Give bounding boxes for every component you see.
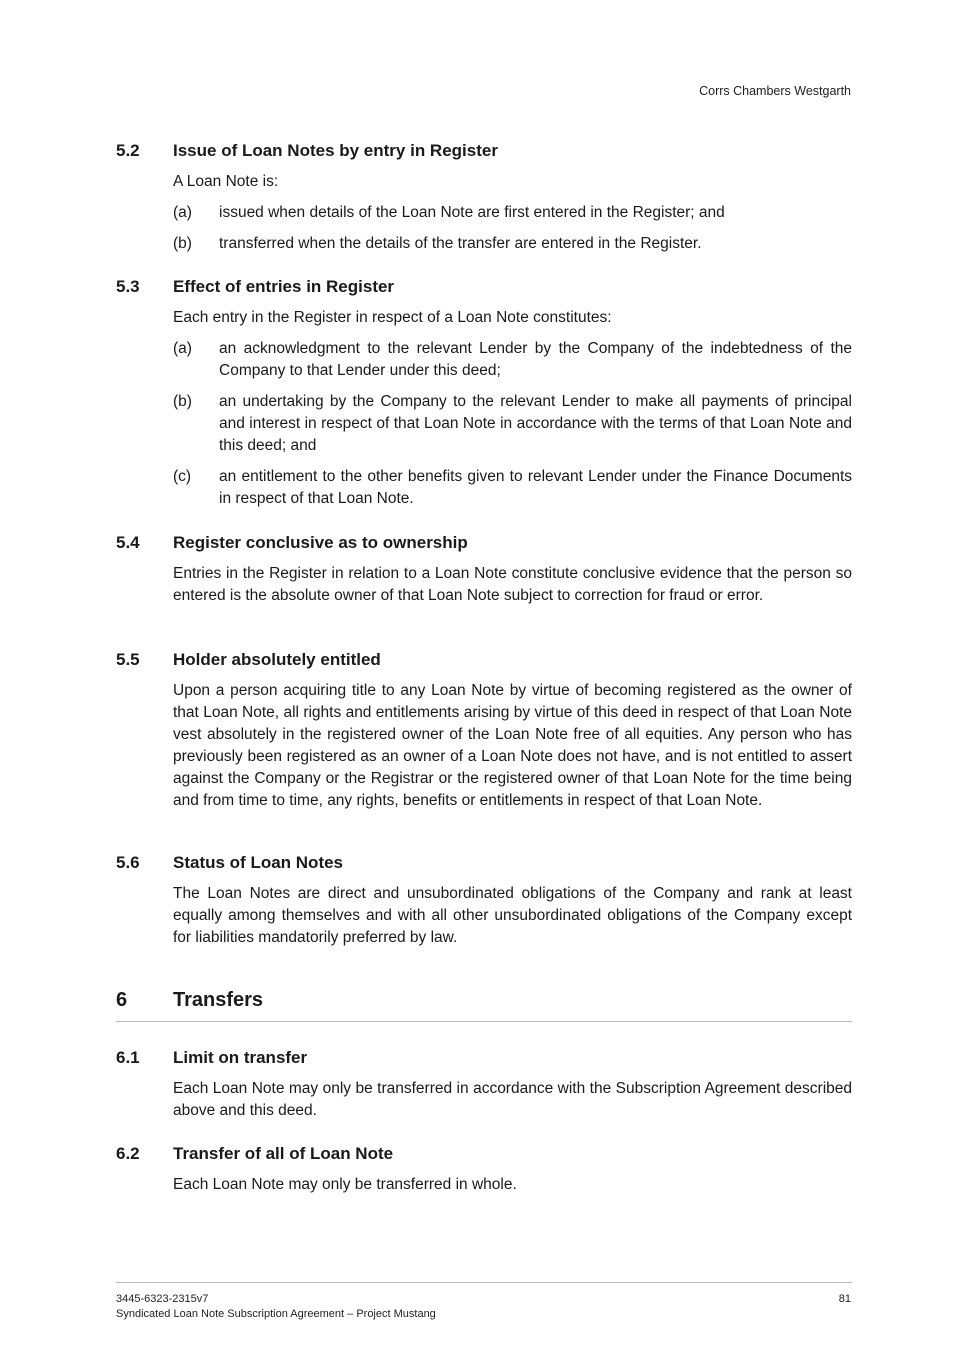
footer-doc-title: Syndicated Loan Note Subscription Agreement – Project Mustang xyxy=(116,1308,436,1320)
section-heading xyxy=(116,140,852,162)
section-title: Limit on transfer xyxy=(173,1048,308,1067)
item-label: (c) xyxy=(173,468,192,485)
section-number: 5.5 xyxy=(116,650,140,669)
section-6-1 xyxy=(116,1047,852,1122)
footer-left xyxy=(116,1292,436,1322)
list-item xyxy=(173,391,852,457)
list-item xyxy=(173,466,852,510)
section-body: Upon a person acquiring title to any Loan Note by virtue of becoming registered as the owner of that Loan Note, all rights and entitlements arising by virtue of this deed in respect of that Loan Note vest absolutely in the registered owner of the Loan Note free of all equities. Any person who has previously been registered as an owner of a Loan Note does not have, and is not entitled to assert against the Company or the Registrar or the registered owner of that Loan Note for the time being and from time to time, any rights, benefits or entitlements in respect of that Loan Note. xyxy=(173,682,852,809)
section-title: Issue of Loan Notes by entry in Register xyxy=(173,141,498,160)
item-text: issued when details of the Loan Note are first entered in the Register; and xyxy=(219,204,725,221)
list-item xyxy=(173,338,852,382)
item-label: (b) xyxy=(173,393,192,410)
item-label: (b) xyxy=(173,235,192,252)
item-text: transferred when the details of the transfer are entered in the Register. xyxy=(219,235,702,252)
section-number: 5.2 xyxy=(116,141,140,160)
section-heading xyxy=(116,852,852,874)
item-list xyxy=(173,338,852,510)
section-number: 6.1 xyxy=(116,1048,140,1067)
section-body: Entries in the Register in relation to a Loan Note constitute conclusive evidence that the person so entered is the absolute owner of that Loan Note subject to correction for fraud or error. xyxy=(173,565,852,604)
item-text: an acknowledgment to the relevant Lender by the Company of the indebtedness of the Company to that Lender under this deed; xyxy=(219,340,852,379)
section-heading xyxy=(116,532,852,554)
section-title: Effect of entries in Register xyxy=(173,277,395,296)
section-heading xyxy=(116,649,852,671)
section-number: 5.3 xyxy=(116,277,140,296)
item-label: (a) xyxy=(173,340,192,357)
item-label: (a) xyxy=(173,204,192,221)
chapter-title: Transfers xyxy=(173,989,264,1011)
section-5-6 xyxy=(116,852,852,949)
footer-doc-id: 3445-6323-2315v7 xyxy=(116,1293,209,1305)
list-item xyxy=(173,202,852,224)
section-number: 5.6 xyxy=(116,853,140,872)
item-list xyxy=(173,202,852,255)
section-title: Status of Loan Notes xyxy=(173,853,344,872)
chapter-number: 6 xyxy=(116,989,128,1011)
header-firm-name: Corrs Chambers Westgarth xyxy=(699,84,851,98)
section-5-5 xyxy=(116,649,852,812)
section-body: The Loan Notes are direct and unsubordinated obligations of the Company and rank at least equally among themselves and with all other unsubordinated obligations of the Company except for liabilities mandatorily preferred by law. xyxy=(173,885,852,946)
section-title: Holder absolutely entitled xyxy=(173,650,381,669)
section-5-2 xyxy=(116,140,852,255)
section-5-4 xyxy=(116,532,852,607)
list-item xyxy=(173,233,852,255)
item-text: an undertaking by the Company to the relevant Lender to make all payments of principal and interest in respect of that Loan Note in accordance with the terms of that Loan Note and this deed; and xyxy=(219,393,852,454)
footer-page-number: 81 xyxy=(838,1293,851,1305)
section-heading xyxy=(116,1143,852,1165)
section-heading xyxy=(116,276,852,298)
section-number: 6.2 xyxy=(116,1144,140,1163)
section-heading xyxy=(116,1047,852,1069)
item-text: an entitlement to the other benefits given to relevant Lender under the Finance Documents in respect of that Loan Note. xyxy=(219,468,852,507)
section-body: Each Loan Note may only be transferred in whole. xyxy=(173,1176,517,1193)
chapter-heading xyxy=(116,986,852,1022)
section-intro: A Loan Note is: xyxy=(173,173,279,190)
section-intro: Each entry in the Register in respect of a Loan Note constitutes: xyxy=(173,309,612,326)
section-number: 5.4 xyxy=(116,533,140,552)
section-body: Each Loan Note may only be transferred in accordance with the Subscription Agreement described above and this deed. xyxy=(173,1080,852,1119)
section-6-2 xyxy=(116,1143,852,1196)
footer-divider xyxy=(116,1282,852,1283)
section-title: Transfer of all of Loan Note xyxy=(173,1144,394,1163)
section-5-3 xyxy=(116,276,852,510)
section-title: Register conclusive as to ownership xyxy=(173,533,468,552)
